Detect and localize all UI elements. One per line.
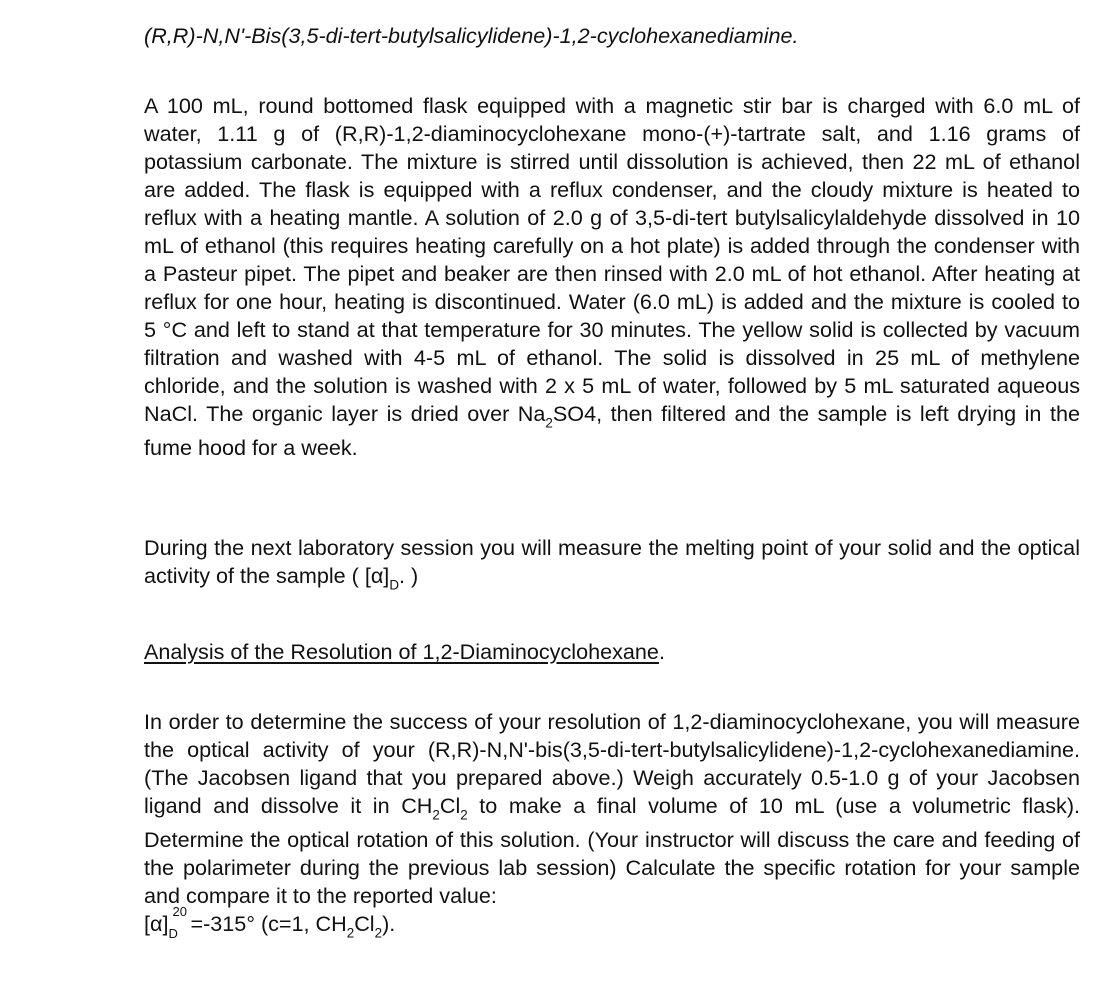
analysis-paragraph — [144, 708, 1081, 941]
analysis-text-end: to make a final volume of 10 mL (use a volumetric flask). Determine the optical rotation of this solution. (Your instructor will discuss the care and feeding of the polarimeter during the previous lab session) Calculate the specific rotation for your sample and compare it to the reported value: — [144, 793, 1081, 908]
procedure-text: A 100 mL, round bottomed flask equipped with a magnetic stir bar is charged with 6.0 mL of water, 1.11 g of (R,R)-1,2-diaminocyclohexane mono-(+)-tartrate salt, and 1.16 grams of potassium carbonate. The mixture is stirred until dissolution is achieved, then 22 mL of ethanol are added. The flask is equipped with a reflux condenser, and the cloudy mixture is heated to reflux with a heating mantle. A solution of 2.0 g of 3,5-di-tert butylsalicylaldehyde dissolved in 10 mL of ethanol (this requires heating carefully on a hot plate) is added through the condenser with a Pasteur pipet. The pipet and beaker are then rinsed with 2.0 mL of hot ethanol. After heating at reflux for one hour, heating is discontinued. Water (6.0 mL) is added and the mixture is cooled to 5 °C and left to stand at that temperature for 30 minutes. The yellow solid is collected by vacuum filtration and washed with 4-5 mL of ethanol. The solid is dissolved in 25 mL of methylene chloride, and the solution is washed with 2 x 5 mL of water, followed by 5 mL saturated aqueous NaCl. The organic layer is dried over Na — [144, 93, 1080, 426]
next-session-text-end: . ) — [398, 563, 419, 588]
analysis-heading-period: . — [658, 639, 665, 664]
procedure-paragraph — [144, 92, 1080, 462]
analysis-text: In order to determine the success of your resolution of 1,2-diaminocyclohexane, you will measure the optical activity of your (R,R)-N,N'-bis(3,5-di-tert-butylsalicylidene)-1,2-cyclohexanediamine. (The Jacobsen ligand that you prepared above.) Weigh accurately 0.5-1.0 g of your Jacobsen ligand and dissolve it in CH — [144, 709, 1080, 818]
analysis-sub-1: 2 — [432, 807, 440, 823]
formula-subscript: D — [168, 926, 178, 941]
analysis-text-cl: Cl — [439, 793, 461, 818]
procedure-text-end: SO4, then filtered and the sample is left drying in the fume hood for a week. — [144, 401, 1080, 460]
next-session-text: During the next laboratory session you will measure the melting point of your solid and the optical activity of the sample ( [α] — [144, 535, 1080, 588]
procedure-subscript: 2 — [545, 415, 553, 431]
formula-superscript: 20 — [172, 904, 187, 919]
analysis-heading-text: Analysis of the Resolution of 1,2-Diaminocyclohexane — [144, 639, 659, 664]
analysis-sub-2: 2 — [460, 807, 468, 823]
section-title: (R,R)-N,N'-Bis(3,5-di-tert-butylsalicylidene)-1,2-cyclohexanediamine. — [144, 23, 799, 48]
analysis-heading — [144, 638, 1080, 666]
next-session-paragraph — [144, 534, 1080, 593]
next-session-subscript: D — [389, 577, 399, 593]
rotation-formula: [α] 20 D =-315° (c=1, $CH_2Cl_2$). — [144, 904, 396, 941]
